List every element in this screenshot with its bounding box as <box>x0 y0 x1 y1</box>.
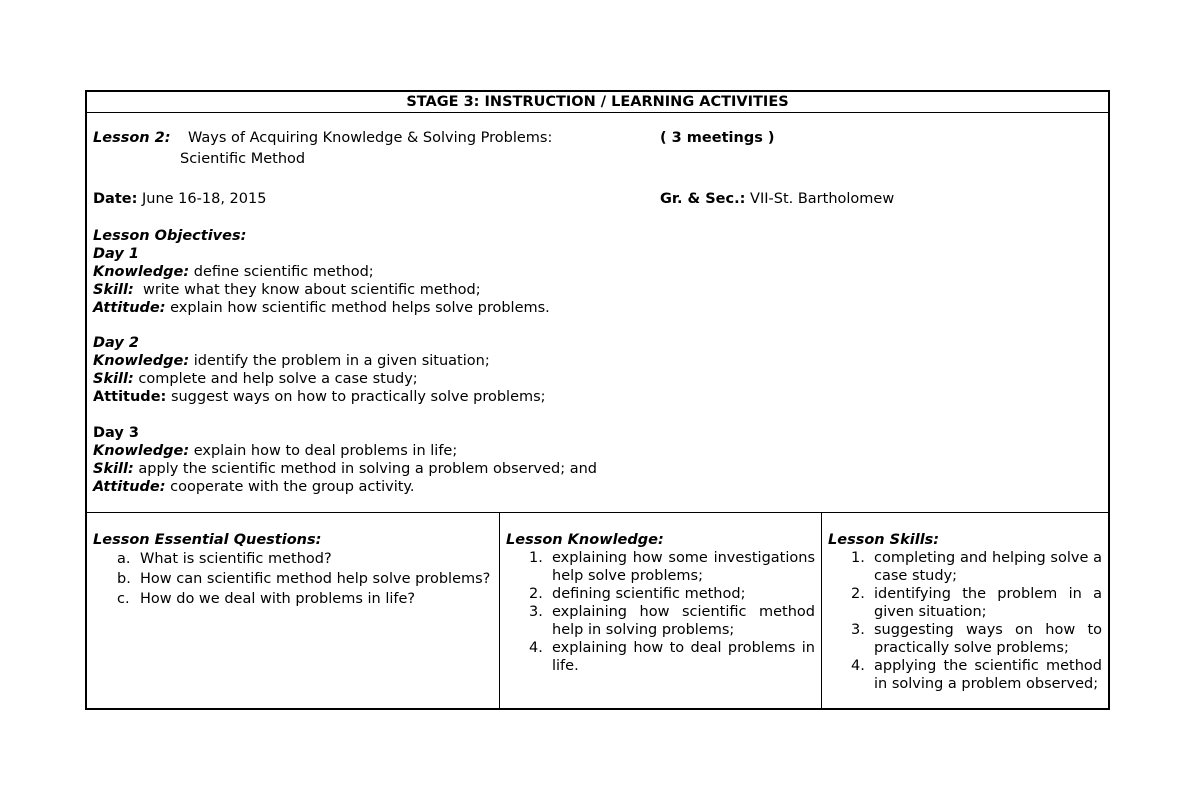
list-item: a. What is scientific method? <box>117 551 332 567</box>
stage-title: STAGE 3: INSTRUCTION / LEARNING ACTIVITIES <box>87 92 1108 113</box>
list-item: 1. completing and helping solve a case study; <box>851 550 1102 584</box>
date-value: June 16-18, 2015 <box>142 191 267 207</box>
list-item: 3. suggesting ways on how to practically solve problems; <box>851 622 1102 656</box>
meetings-count: ( 3 meetings ) <box>660 130 775 146</box>
objectives-heading: Lesson Objectives: <box>93 228 247 244</box>
lesson-knowledge-heading: Lesson Knowledge: <box>506 532 664 548</box>
lesson-knowledge-list <box>506 549 815 675</box>
lesson-knowledge-cell <box>500 513 822 709</box>
lesson-skills-cell <box>822 513 1108 709</box>
list-item: 4. explaining how to deal problems in life. <box>529 640 815 674</box>
list-item: 2. defining scientific method; <box>529 586 746 602</box>
day1-skill: Skill: write what they know about scientific method; <box>93 282 481 298</box>
day3-heading: Day 3 <box>93 425 139 441</box>
lesson-title-line1: Ways of Acquiring Knowledge & Solving Problems: <box>188 130 553 146</box>
day3-skill: Skill: apply the scientific method in solving a problem observed; and <box>93 461 598 477</box>
day3-attitude: Attitude: cooperate with the group activity. <box>93 479 415 495</box>
grade-section-value: VII-St. Bartholomew <box>750 191 895 207</box>
date-label: Date: <box>93 191 138 207</box>
day1-knowledge: Knowledge: define scientific method; <box>93 264 374 280</box>
list-item: 1. explaining how some investigations help solve problems; <box>529 550 815 584</box>
essential-questions-cell <box>87 513 500 709</box>
lesson-components <box>87 513 1108 709</box>
lesson-skills-list <box>828 549 1102 693</box>
day2-attitude: Attitude: suggest ways on how to practically solve problems; <box>93 389 546 405</box>
day2-knowledge: Knowledge: identify the problem in a given situation; <box>93 353 490 369</box>
day1-heading: Day 1 <box>93 246 139 262</box>
list-item: 2. identifying the problem in a given situation; <box>851 586 1102 620</box>
lesson-label: Lesson 2: <box>93 130 171 146</box>
lesson-skills-heading: Lesson Skills: <box>828 532 940 548</box>
list-item: b. How can scientific method help solve problems? <box>117 571 491 587</box>
list-item: c. How do we deal with problems in life? <box>117 591 416 607</box>
day1-attitude: Attitude: explain how scientific method helps solve problems. <box>93 300 550 316</box>
essential-questions-list <box>93 549 493 609</box>
day2-heading: Day 2 <box>93 335 139 351</box>
lesson-plan-table <box>85 90 1110 710</box>
list-item: 3. explaining how scientific method help in solving problems; <box>529 604 815 638</box>
day2-skill: Skill: complete and help solve a case study; <box>93 371 418 387</box>
lesson-title-line2: Scientific Method <box>180 151 306 167</box>
essential-questions-heading: Lesson Essential Questions: <box>93 532 322 548</box>
date-row <box>93 191 266 207</box>
day3-knowledge: Knowledge: explain how to deal problems in life; <box>93 443 458 459</box>
grade-section-label: Gr. & Sec.: <box>660 191 746 207</box>
lesson-details <box>87 113 1108 513</box>
list-item: 4. applying the scientific method in solving a problem observed; <box>851 658 1102 692</box>
grade-section-row <box>660 191 894 207</box>
